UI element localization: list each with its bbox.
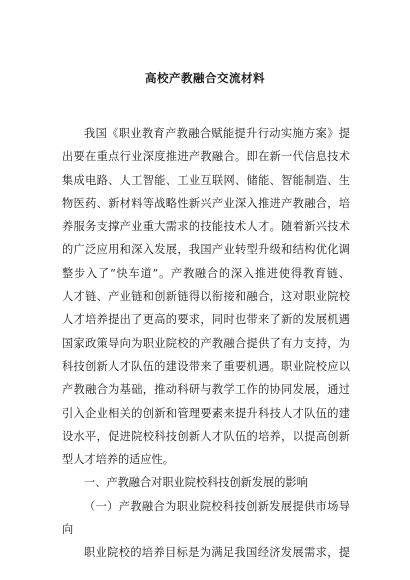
text-line: 设水平，促进院校科技创新人才队伍的培养，以提高创新: [62, 429, 350, 443]
text-line: 引入企业相关的创新和管理要素来提升科技人才队伍的建: [62, 406, 350, 420]
text-line: 科技创新人才队伍的建设带来了重要机遇。职业院校应以: [62, 359, 350, 373]
text-line: 人才培养提出了更高的要求，同时也带来了新的发展机遇: [62, 313, 350, 327]
text-line: 型人才培养的适应性。: [62, 453, 174, 467]
text-line: 我国《职业教育产教融合赋能提升行动实施方案》提: [84, 127, 350, 140]
document-title: 高校产教融合交流材料: [145, 71, 265, 85]
text-line: （一）产教融合为职业院校科技创新发展提供市场导: [84, 499, 350, 513]
text-line: 一、产教融合对职业院校科技创新发展的影响: [84, 476, 308, 490]
document-body: [62, 122, 350, 565]
text-line: 集成电路、人工智能、工业互联网、储能、智能制造、生: [62, 173, 350, 187]
text-line: 物医药、新材料等战略性新兴产业深入推进产教融合，培: [62, 196, 350, 210]
text-line: 国家政策导向为职业院校的产教融合提供了有力支持，为: [62, 336, 350, 350]
text-line: 职业院校的培养目标是为满足我国经济发展需求，提: [84, 546, 350, 560]
text-line: 人才链、产业链和创新链得以衔接和融合，这对职业院校: [62, 290, 350, 304]
text-line: 产教融合为基础，推动科研与教学工作的协同发展，通过: [62, 383, 350, 397]
text-line: 整步入了“快车道”。产教融合的深入推进使得教育链、: [62, 266, 350, 280]
text-line: 向: [62, 523, 74, 537]
text-line: 养服务支撑产业重大需求的技能技术人才。随着新兴技术: [62, 220, 350, 234]
text-line: 出要在重点行业深度推进产教融合。即在新一代信息技术: [62, 150, 350, 164]
text-line: 的广泛应用和深入发展，我国产业转型升级和结构优化调: [62, 243, 350, 257]
